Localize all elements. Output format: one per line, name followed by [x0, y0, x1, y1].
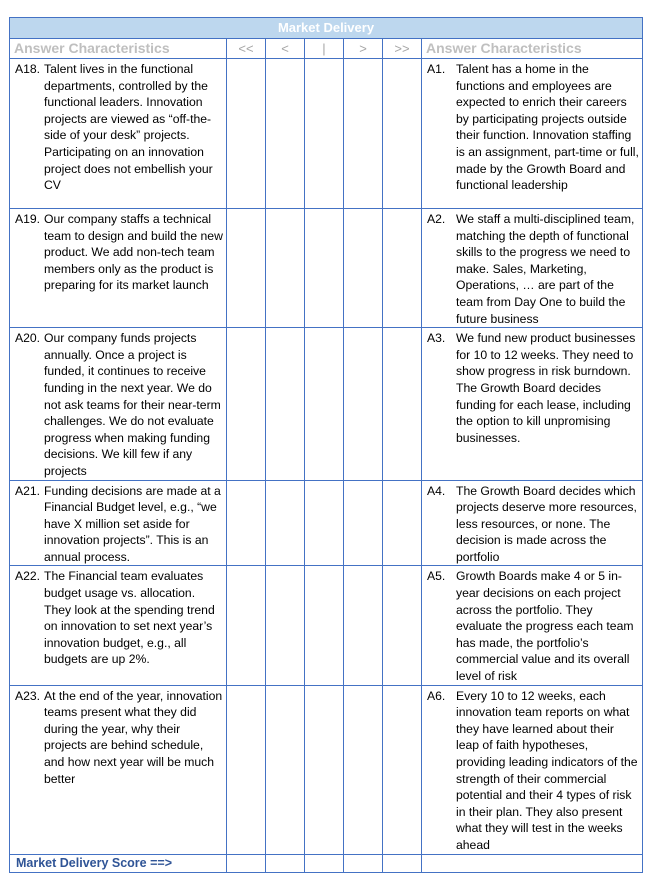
- rating-cell[interactable]: [383, 59, 422, 209]
- rating-cell[interactable]: [266, 328, 305, 480]
- table-row: [10, 59, 643, 209]
- answer-text: The Financial team evaluates budget usage vs. allocation. They look at the spending trend on innovation to set next year’s innovation budget, e.g., all budgets are up 2%.: [44, 569, 215, 667]
- rate-left-button[interactable]: <: [266, 39, 305, 59]
- answer-text: Growth Boards make 4 or 5 in-year decisions on each project across the portfolio. They evaluate the progress each team has made, the portfolio’s commercial value and its overall level of risk: [456, 569, 634, 684]
- rating-cell[interactable]: [227, 566, 266, 685]
- rate-far-left-button[interactable]: <<: [227, 39, 266, 59]
- rating-cell[interactable]: [344, 209, 383, 328]
- rating-cell[interactable]: [344, 480, 383, 566]
- rating-cell[interactable]: [305, 685, 344, 854]
- answer-number: A5.: [427, 569, 446, 584]
- rating-cell[interactable]: [383, 566, 422, 685]
- score-cell[interactable]: [227, 854, 266, 872]
- right-column-header: Answer Characteristics: [422, 39, 643, 59]
- answer-number: A22.: [15, 569, 41, 584]
- answer-number: A20.: [15, 331, 41, 346]
- rating-cell[interactable]: [383, 328, 422, 480]
- answer-number: A21.: [15, 483, 41, 498]
- left-answer-cell: [10, 328, 227, 480]
- rating-cell[interactable]: [227, 328, 266, 480]
- rating-cell[interactable]: [305, 209, 344, 328]
- table-title: Market Delivery: [10, 18, 643, 39]
- answer-number: A1.: [427, 62, 446, 76]
- left-column-header: Answer Characteristics: [10, 39, 227, 59]
- rating-cell[interactable]: [266, 209, 305, 328]
- right-answer-cell: [422, 59, 643, 209]
- answer-number: A3.: [427, 331, 446, 346]
- rating-cell[interactable]: [344, 328, 383, 480]
- rating-cell[interactable]: [305, 480, 344, 566]
- answer-number: A18.: [15, 62, 41, 76]
- score-cell[interactable]: [266, 854, 305, 872]
- answer-text: Talent lives in the functional departments, controlled by the functional leaders. Innovation projects are viewed as “off-the-side of your desk” projects. Participating on an innovation project does not embellish your CV: [44, 62, 213, 193]
- table-row: [10, 480, 643, 566]
- answer-text: Our company funds projects annually. Once a project is funded, it continues to receive funding in the next year. We do not ask teams for their near-term challenges. We do not evaluate progress when making funding decisions. We kill few if any projects: [44, 331, 221, 478]
- score-cell: [422, 854, 643, 872]
- score-cell[interactable]: [305, 854, 344, 872]
- rate-far-right-button[interactable]: >>: [383, 39, 422, 59]
- rating-cell[interactable]: [266, 685, 305, 854]
- right-answer-cell: [422, 209, 643, 328]
- table-row: [10, 328, 643, 480]
- market-delivery-sheet: [9, 17, 643, 873]
- left-answer-cell: [10, 480, 227, 566]
- answer-number: A23.: [15, 688, 41, 703]
- answer-text: We staff a multi-disciplined team, matching the depth of functional skills to the progress we need to make. Sales, Marketing, Operations, … are part of the team from Day One to build the future business: [456, 212, 635, 326]
- assessment-table: [9, 17, 643, 873]
- answer-text: Every 10 to 12 weeks, each innovation team reports on what they have learned about their leap of faith hypotheses, providing leading indicators of the strength of their commercial potential and their 4 types of risk in their plan. They also present what they will test in the weeks ahead: [456, 688, 638, 852]
- right-answer-cell: [422, 328, 643, 480]
- answer-number: A4.: [427, 483, 446, 498]
- rate-center-button[interactable]: |: [305, 39, 344, 59]
- answer-text: Talent has a home in the functions and employees are expected to enrich their careers by participating projects outside their function. Innovation staffing is an assignment, part-time or full, made by the Growth Board and functional leadership: [456, 62, 639, 193]
- score-cell[interactable]: [344, 854, 383, 872]
- left-answer-cell: [10, 685, 227, 854]
- answer-text: Funding decisions are made at a Financial Budget level, e.g., “we have X million set aside for innovation projects”. This is an annual process.: [44, 483, 221, 564]
- rating-cell[interactable]: [344, 59, 383, 209]
- rating-cell[interactable]: [383, 209, 422, 328]
- answer-text: The Growth Board decides which projects deserve more resources, less resources, or none. The decision is made across the portfolio: [456, 483, 637, 564]
- rating-cell[interactable]: [344, 685, 383, 854]
- table-row: [10, 685, 643, 854]
- answer-text: Our company staffs a technical team to design and build the new product. We add non-tech team members only as the product is preparing for its market launch: [44, 212, 223, 293]
- rating-cell[interactable]: [227, 209, 266, 328]
- left-answer-cell: [10, 209, 227, 328]
- rating-cell[interactable]: [227, 685, 266, 854]
- score-label: Market Delivery Score ==>: [10, 854, 227, 872]
- left-answer-cell: [10, 566, 227, 685]
- rating-cell[interactable]: [305, 328, 344, 480]
- rating-cell[interactable]: [266, 59, 305, 209]
- rating-cell[interactable]: [227, 59, 266, 209]
- rating-cell[interactable]: [227, 480, 266, 566]
- answer-text: At the end of the year, innovation teams present what they did during the year, why their projects are behind schedule, and how next year will be much better: [44, 688, 223, 786]
- answer-number: A6.: [427, 688, 446, 703]
- rating-cell[interactable]: [266, 566, 305, 685]
- rating-cell[interactable]: [305, 566, 344, 685]
- score-row: [10, 854, 643, 872]
- table-row: [10, 566, 643, 685]
- rating-cell[interactable]: [344, 566, 383, 685]
- answer-number: A19.: [15, 212, 41, 226]
- right-answer-cell: [422, 566, 643, 685]
- right-answer-cell: [422, 480, 643, 566]
- rating-cell[interactable]: [305, 59, 344, 209]
- table-row: [10, 209, 643, 328]
- answer-text: We fund new product businesses for 10 to 12 weeks. They need to show progress in risk burndown. The Growth Board decides funding for each lease, including the option to kill unpromising businesses.: [456, 331, 636, 445]
- score-cell[interactable]: [383, 854, 422, 872]
- left-answer-cell: [10, 59, 227, 209]
- rating-cell[interactable]: [383, 685, 422, 854]
- answer-number: A2.: [427, 212, 446, 226]
- rate-right-button[interactable]: >: [344, 39, 383, 59]
- right-answer-cell: [422, 685, 643, 854]
- rating-cell[interactable]: [383, 480, 422, 566]
- rating-cell[interactable]: [266, 480, 305, 566]
